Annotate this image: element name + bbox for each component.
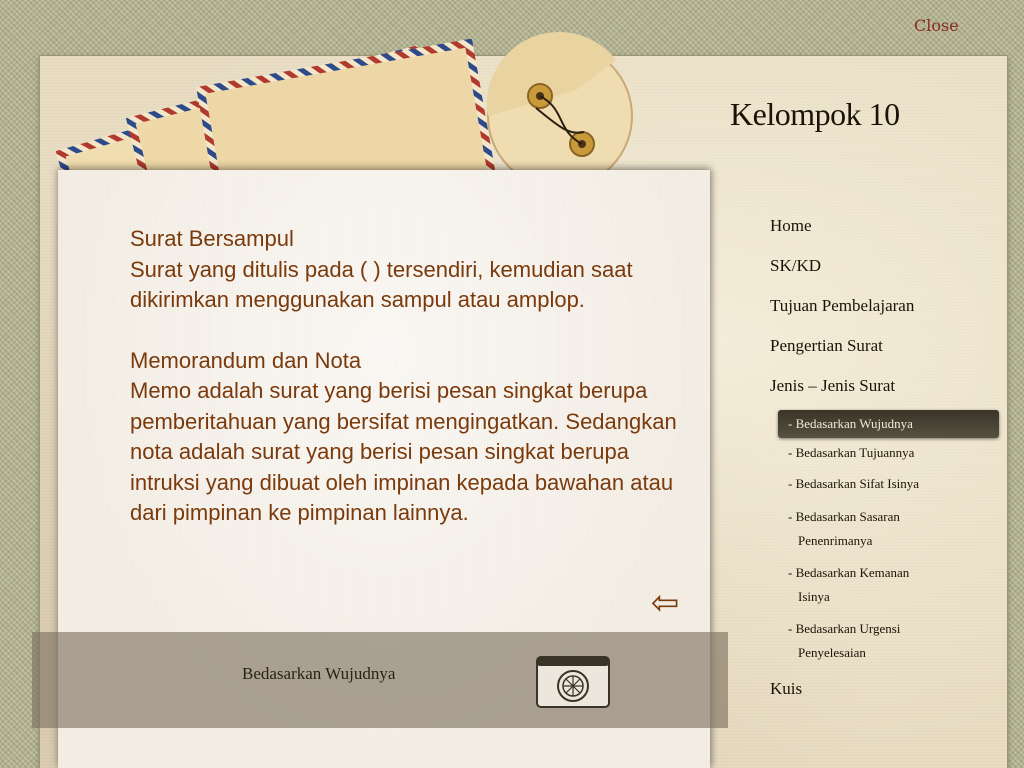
nav-item-tujuan[interactable]: Tujuan Pembelajaran xyxy=(770,296,915,315)
sub-item-label: - Bedasarkan Kemanan xyxy=(788,565,910,580)
nav-item-home[interactable]: Home xyxy=(770,216,812,235)
content-block xyxy=(130,224,685,316)
content-text xyxy=(130,224,685,559)
sub-item-urgensi[interactable] xyxy=(788,617,900,665)
mail-stamp-icon[interactable] xyxy=(536,656,610,708)
content-block xyxy=(130,346,685,529)
bottom-caption: Bedasarkan Wujudnya xyxy=(242,664,396,683)
sub-item-label: Isinya xyxy=(798,589,830,604)
nav-item-skkd[interactable]: SK/KD xyxy=(770,256,822,275)
block-heading: Surat Bersampul xyxy=(130,226,294,251)
sub-item-label: - Bedasarkan Sasaran xyxy=(788,509,900,524)
sub-item-label: Penyelesaian xyxy=(798,645,866,660)
nav-item-kuis[interactable]: Kuis xyxy=(770,679,803,698)
nav-item-jenis[interactable]: Jenis – Jenis Surat xyxy=(770,376,896,395)
sub-item-keamanan[interactable] xyxy=(788,561,909,609)
sub-item-label: Penenrimanya xyxy=(798,533,873,548)
block-text: Memo adalah surat yang berisi pesan singkat berupa pemberitahuan yang bersifat mengingatkan. Sedangkan nota adalah surat yang berisi pesan singkat berupa intruksi yang dibuat oleh impinan kepada bawahan atau dari pimpinan ke pimpinan lainnya. xyxy=(130,378,677,525)
page-title: Kelompok 10 xyxy=(730,96,900,132)
sub-item-wujud[interactable]: - Bedasarkan Wujudnya xyxy=(778,410,999,438)
back-arrow-icon[interactable]: ⇦ xyxy=(650,583,680,623)
nav-item-pengertian[interactable]: Pengertian Surat xyxy=(770,336,883,355)
sub-item-sasaran[interactable] xyxy=(788,505,900,553)
block-heading: Memorandum dan Nota xyxy=(130,347,362,373)
block-text: Surat yang ditulis pada ( ) tersendiri, kemudian saat dikirimkan menggunakan sampul atau amplop. xyxy=(130,256,633,312)
sub-item-sifat[interactable]: - Bedasarkan Sifat Isinya xyxy=(788,476,920,491)
close-link[interactable]: Close xyxy=(914,16,959,35)
sub-item-label: - Bedasarkan Urgensi xyxy=(788,621,901,636)
sub-item-tujuan[interactable]: - Bedasarkan Tujuannya xyxy=(788,445,915,460)
